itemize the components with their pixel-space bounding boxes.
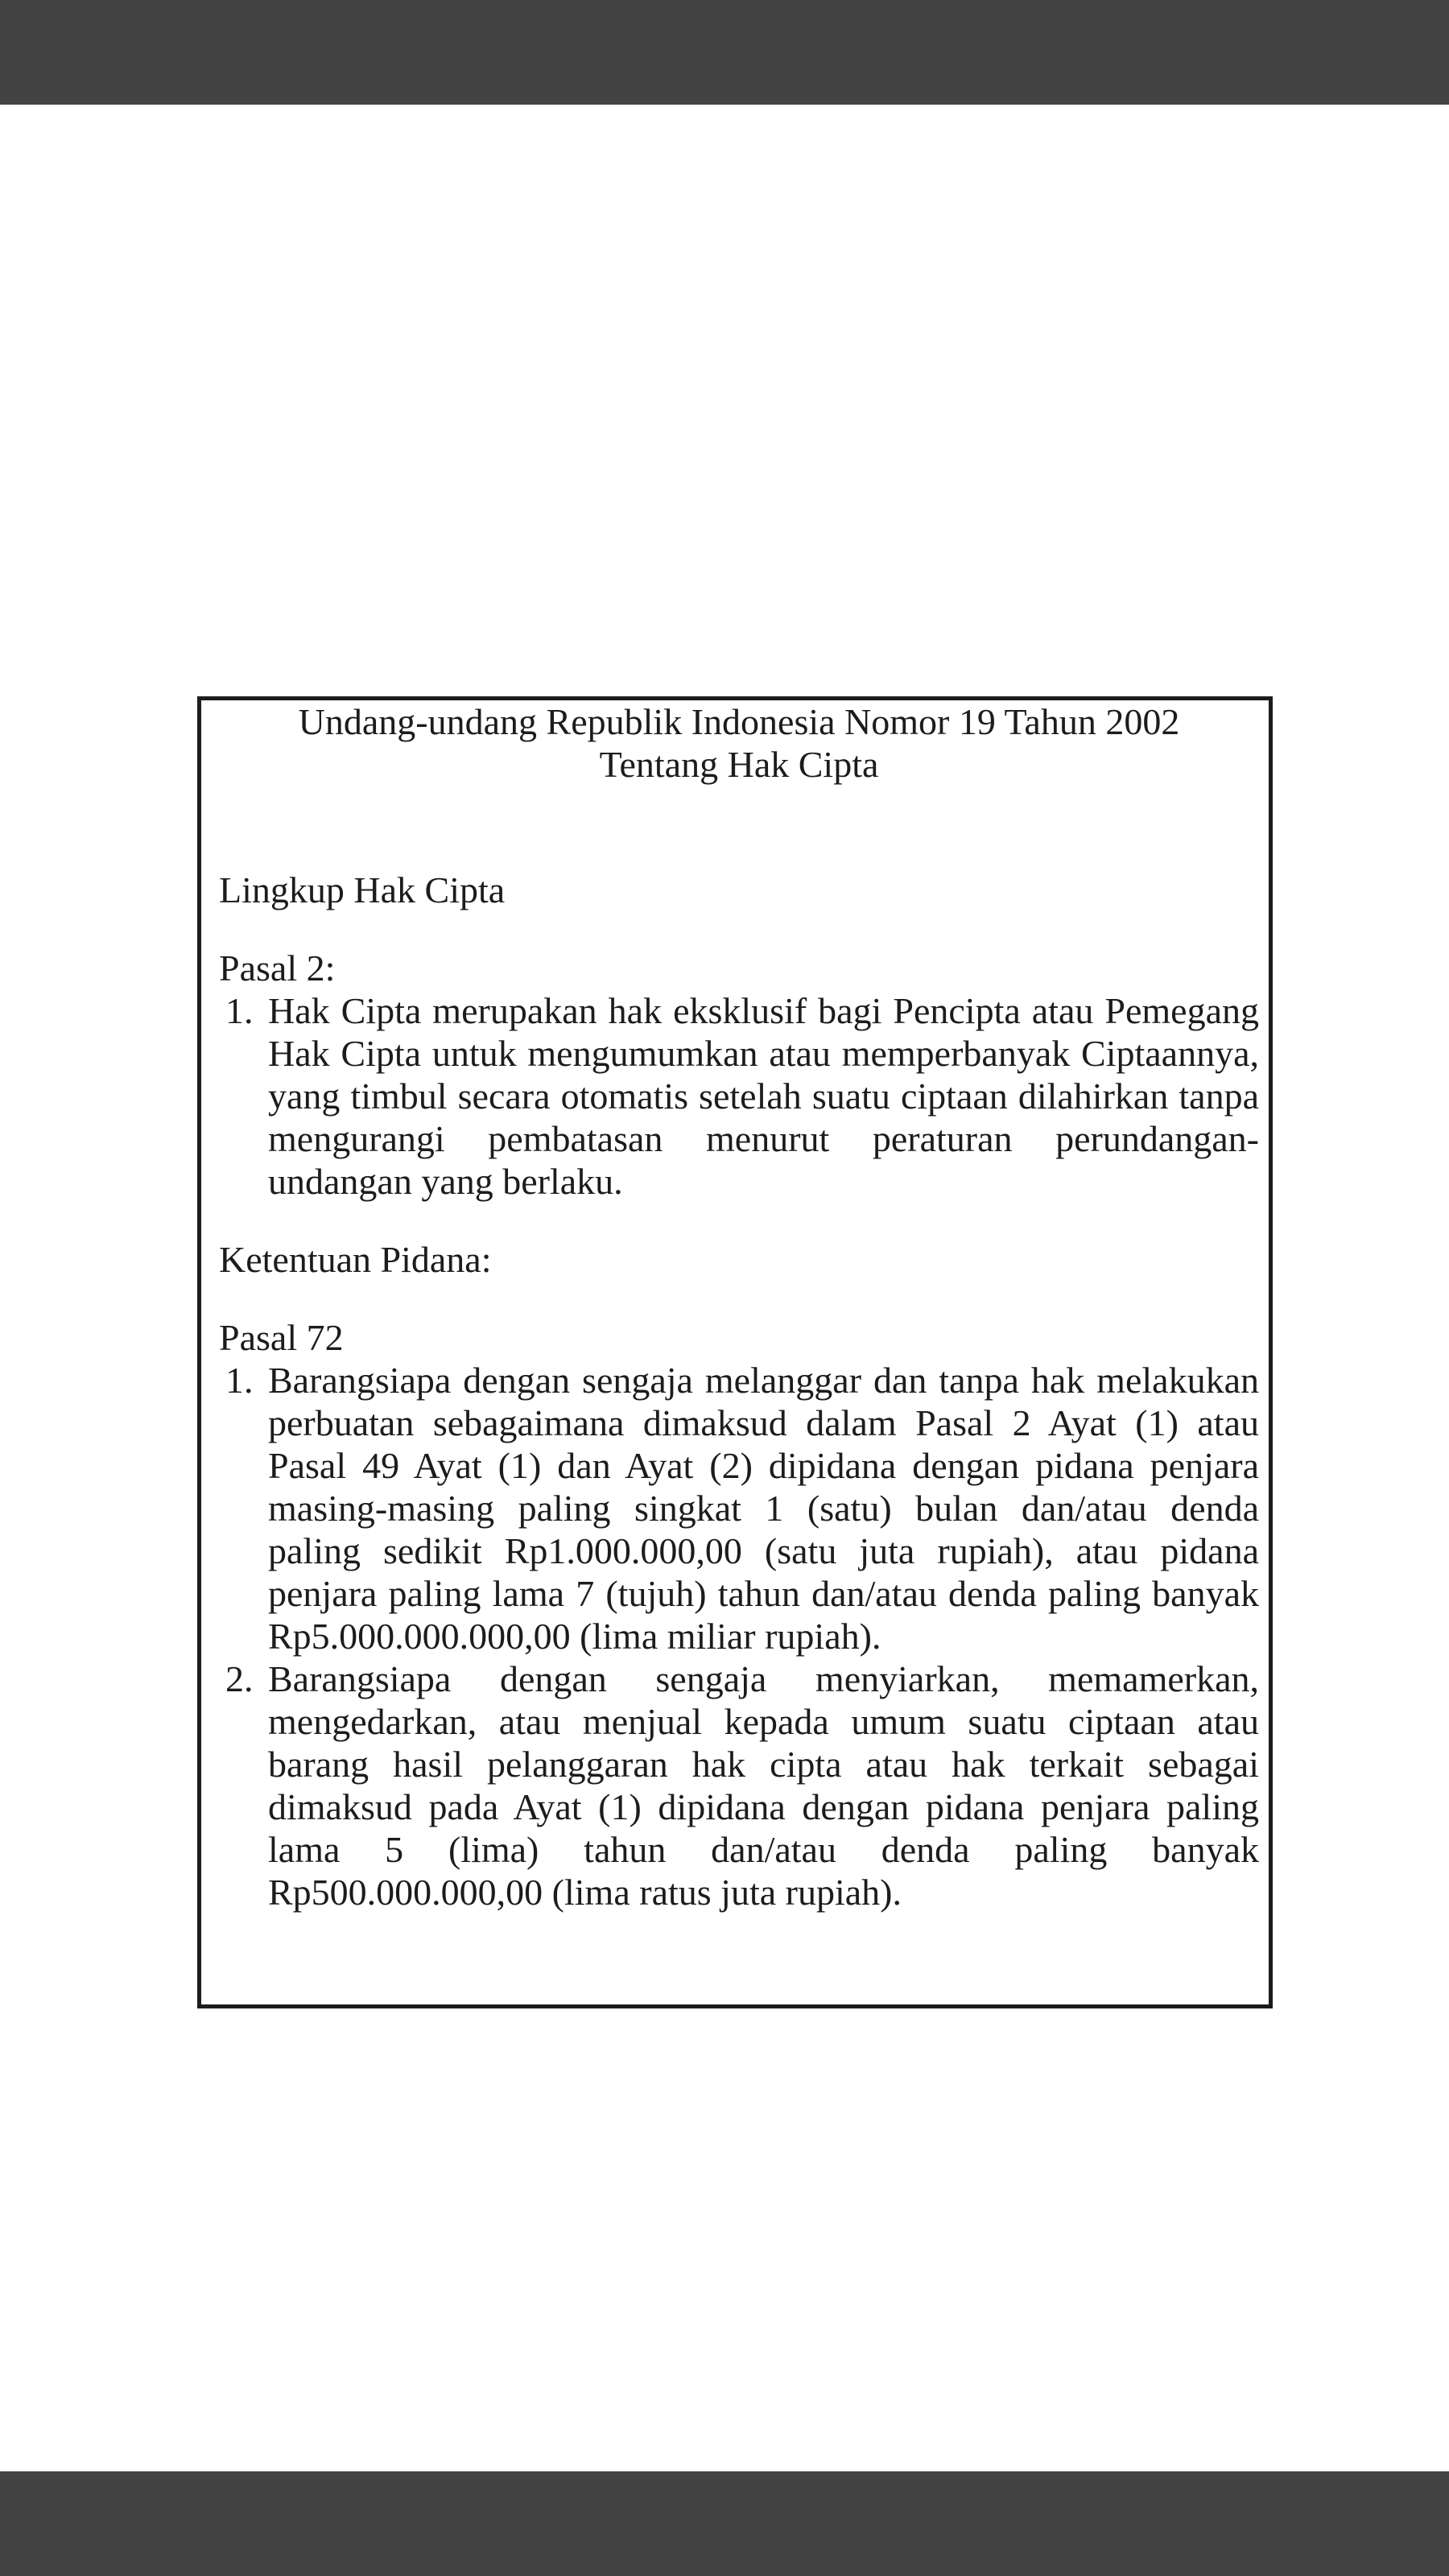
- copyright-notice-box: [197, 696, 1273, 2008]
- clause-number: 2.: [225, 1658, 254, 1699]
- clause-item: [219, 1657, 1259, 1913]
- notice-title: [219, 700, 1259, 786]
- clause-number: 1.: [225, 1360, 254, 1401]
- clause-item: [219, 1359, 1259, 1657]
- viewer-bottom-bar: [0, 2471, 1449, 2576]
- section-heading-lingkup: Lingkup Hak Cipta: [219, 869, 506, 910]
- viewer-top-bar: [0, 0, 1449, 105]
- clause-text: Barangsiapa dengan sengaja menyiarkan, memamerkan, mengedarkan, atau menjual kepada umum suatu ciptaan atau barang hasil pelanggaran hak cipta atau hak terkait sebagai dimaksud pada Ayat (1) dipidana dengan pidana penjara paling lama 5 (lima) tahun dan/atau denda paling banyak Rp500.000.000,00 (lima ratus juta rupiah).: [268, 1658, 1259, 1913]
- clause-text: Hak Cipta merupakan hak eksklusif bagi Pencipta atau Pemegang Hak Cipta untuk mengumumkan atau memperbanyak Ciptaannya, yang timbul secara otomatis setelah suatu ciptaan dilahirkan tanpa mengurangi pembatasan menurut peraturan perundangan-undangan yang berlaku.: [268, 990, 1259, 1202]
- clause-number: 1.: [225, 990, 254, 1031]
- article-heading-pasal-2: Pasal 2:: [219, 947, 336, 989]
- notice-title-line-2: Tentang Hak Cipta: [599, 744, 879, 785]
- pasal-2-clause-list: [219, 989, 1259, 1203]
- article-heading-pasal-72: Pasal 72: [219, 1317, 344, 1358]
- notice-title-line-1: Undang-undang Republik Indonesia Nomor 19 Tahun 2002: [298, 701, 1180, 742]
- clause-text: Barangsiapa dengan sengaja melanggar dan tanpa hak melakukan perbuatan sebagaimana dimaksud dalam Pasal 2 Ayat (1) atau Pasal 49 Ayat (1) dan Ayat (2) dipidana dengan pidana penjara masing-masing paling singkat 1 (satu) bulan dan/atau denda paling sedikit Rp1.000.000,00 (satu juta rupiah), atau pidana penjara paling lama 7 (tujuh) tahun dan/atau denda paling banyak Rp5.000.000.000,00 (lima miliar rupiah).: [268, 1360, 1259, 1657]
- section-heading-ketentuan-pidana: Ketentuan Pidana:: [219, 1239, 492, 1280]
- document-page[interactable]: [0, 105, 1449, 2471]
- pasal-72-clause-list: [219, 1359, 1259, 1913]
- clause-item: [219, 989, 1259, 1203]
